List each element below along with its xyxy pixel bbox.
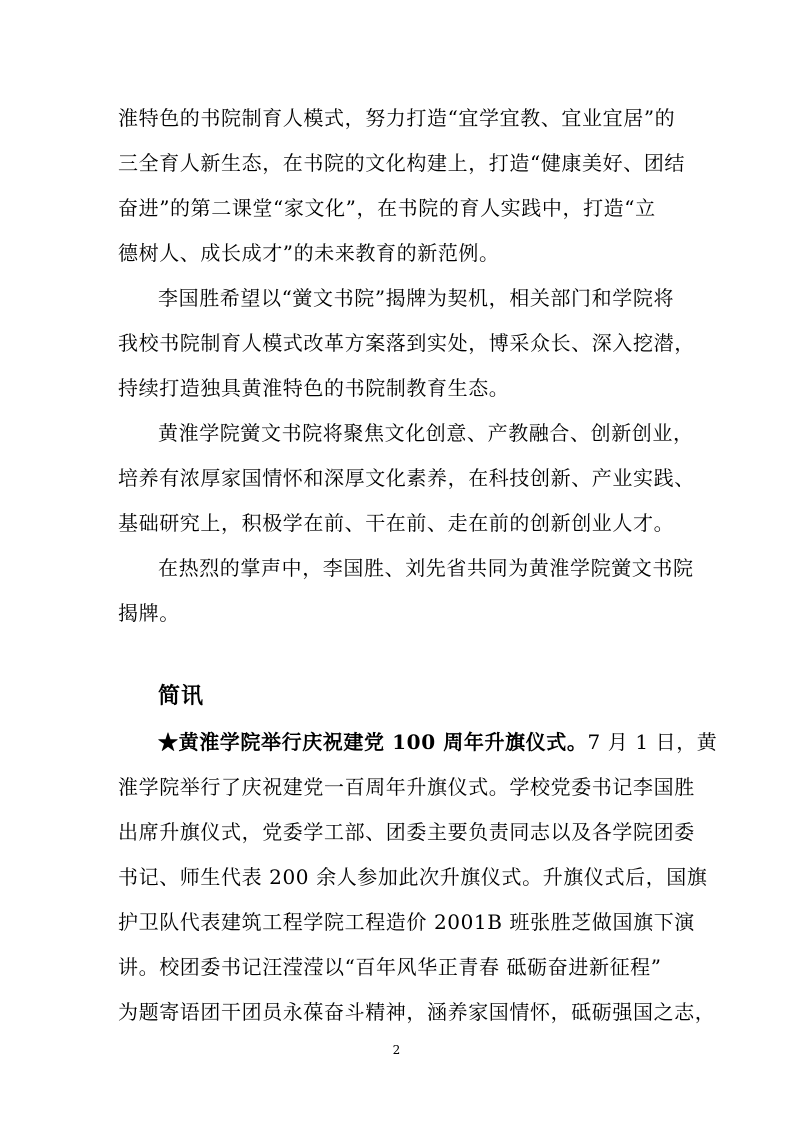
brief-item-1-first-line (158, 722, 718, 762)
brief-item-1-line-6: 讲。校团委书记汪滢滢以“百年风华正青春 砥砺奋进新征程” (118, 955, 662, 979)
page-number: 2 (392, 1043, 401, 1057)
brief-item-1-line-3: 出席升旗仪式，党委学工部、团委主要负责同志以及各学院团委 (118, 820, 695, 844)
paragraph-1-line-1: 淮特色的书院制育人模式，努力打造“宜学宜教、宜业宜居”的 (118, 106, 676, 130)
paragraph-2-line-1: 李国胜希望以“黉文书院”揭牌为契机，相关部门和学院将 (158, 286, 675, 310)
paragraph-1-line-4: 德树人、成长成才”的未来教育的新范例。 (118, 241, 500, 265)
paragraph-3-line-3: 基础研究上，积极学在前、干在前、走在前的创新创业人才。 (118, 511, 675, 535)
brief-item-1-line-5: 护卫队代表建筑工程学院工程造价 2001B 班张胜芝做国旗下演 (118, 910, 695, 934)
paragraph-4-line-2: 揭牌。 (118, 601, 180, 625)
brief-item-1-line-2: 淮学院举行了庆祝建党一百周年升旗仪式。学校党委书记李国胜 (118, 775, 695, 799)
brief-news-heading: 简讯 (158, 683, 205, 709)
brief-item-1-line-4: 书记、师生代表 200 余人参加此次升旗仪式。升旗仪式后，国旗 (118, 865, 708, 889)
paragraph-2-line-3: 持续打造独具黄淮特色的书院制教育生态。 (118, 376, 510, 400)
paragraph-1-line-3: 奋进”的第二课堂“家文化”，在书院的育人实践中，打造“立 (118, 196, 656, 220)
brief-item-1-date: 7 月 1 日，黄 (587, 730, 718, 754)
brief-item-1-title: ★黄淮学院举行庆祝建党 100 周年升旗仪式。 (158, 730, 588, 754)
paragraph-2-line-2: 我校书院制育人模式改革方案落到实处，博采众长、深入挖潜， (118, 331, 695, 355)
paragraph-1-line-2: 三全育人新生态，在书院的文化构建上，打造“健康美好、团结 (118, 151, 686, 175)
paragraph-3-line-1: 黄淮学院黉文书院将聚焦文化创意、产教融合、创新创业， (158, 421, 694, 445)
paragraph-4-line-1: 在热烈的掌声中，李国胜、刘先省共同为黄淮学院黉文书院 (158, 556, 694, 580)
brief-item-1-line-7: 为题寄语团干团员永葆奋斗精神，涵养家国情怀，砥砺强国之志， (118, 1000, 716, 1024)
paragraph-3-line-2: 培养有浓厚家国情怀和深厚文化素养，在科技创新、产业实践、 (118, 466, 695, 490)
